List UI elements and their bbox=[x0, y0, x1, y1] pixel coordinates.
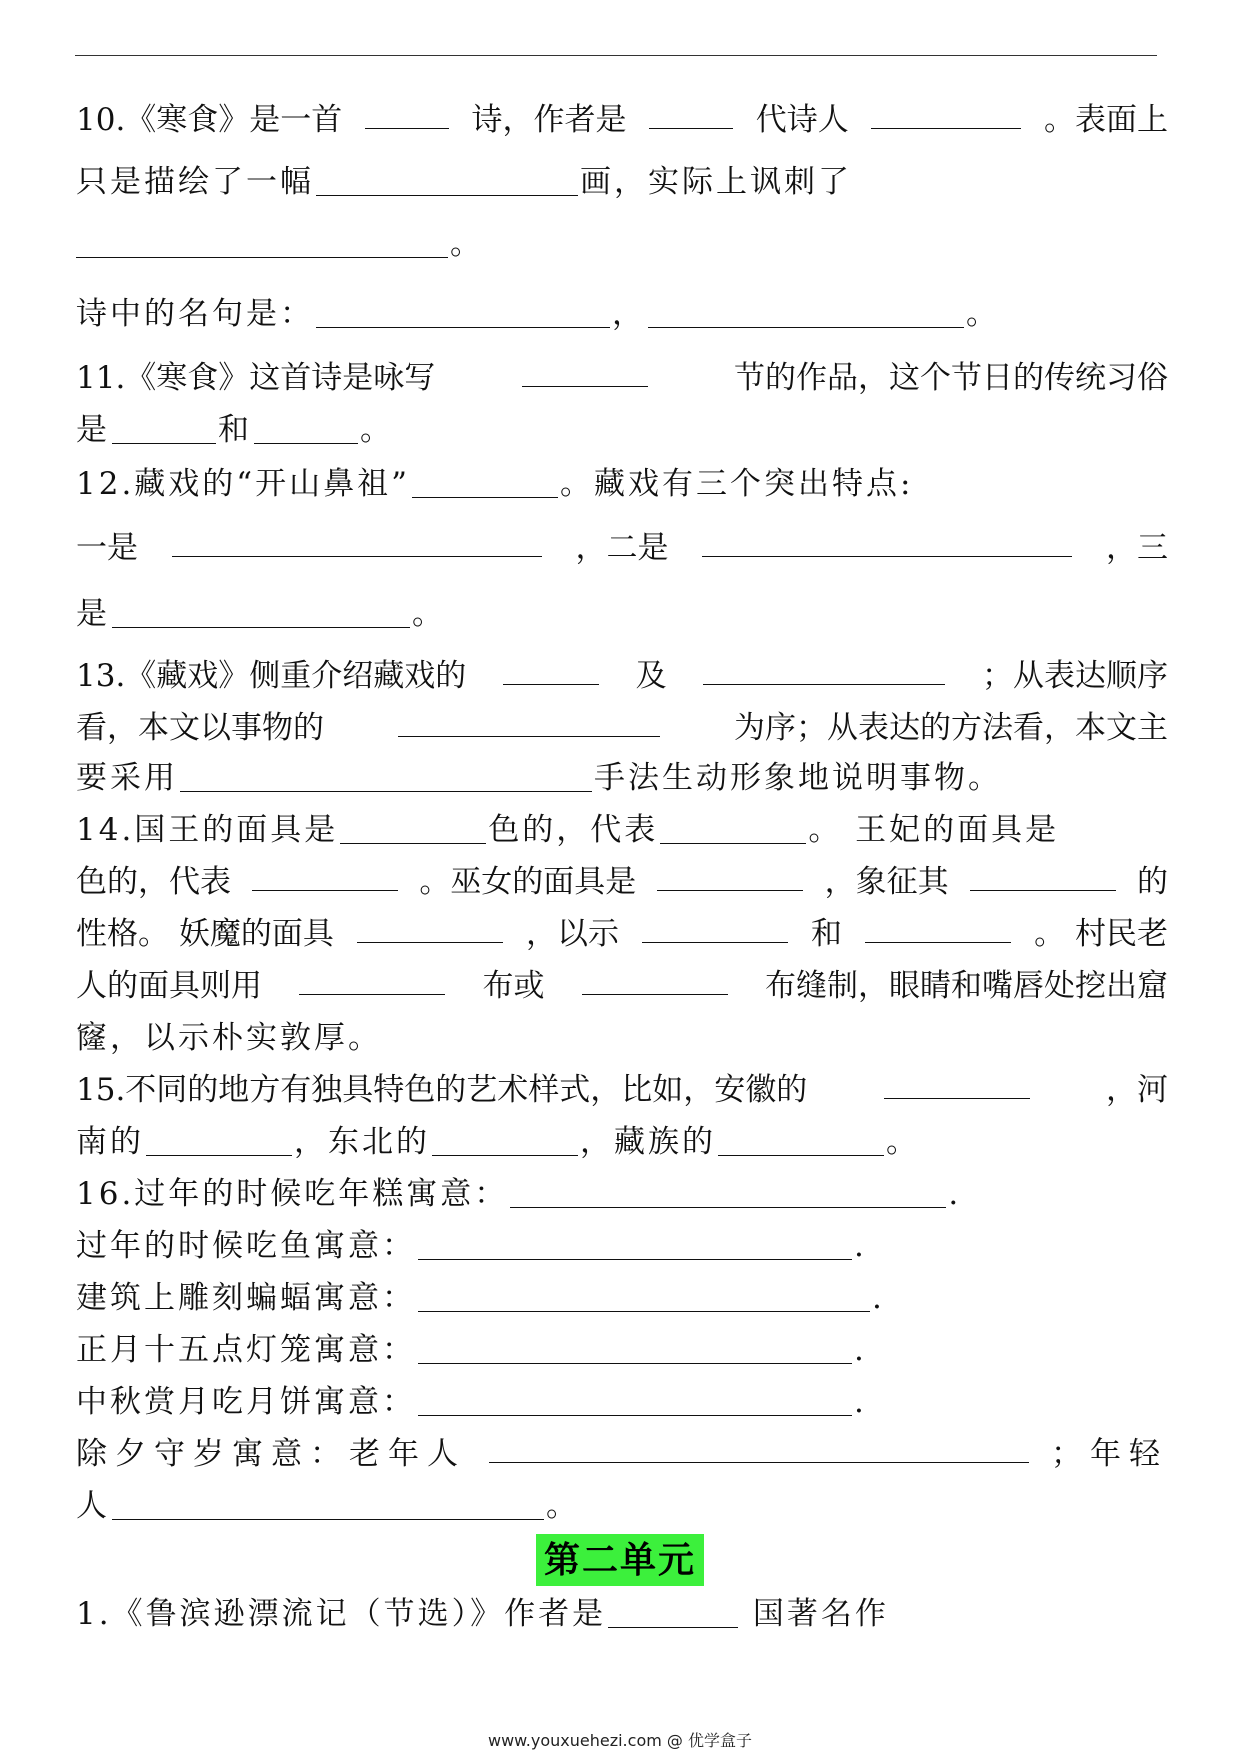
blank[interactable] bbox=[884, 1068, 1030, 1099]
q12-line-2 bbox=[76, 526, 1168, 570]
text: ，河 bbox=[1106, 1072, 1168, 1108]
blank[interactable] bbox=[316, 297, 610, 328]
q13-line-3 bbox=[76, 756, 1168, 800]
text: 。 bbox=[966, 296, 1000, 332]
text: 画，实际上讽刺了 bbox=[580, 164, 852, 200]
q14-line-1 bbox=[76, 808, 1168, 852]
blank[interactable] bbox=[146, 1125, 292, 1156]
text: 色的，代表 bbox=[488, 812, 659, 848]
text: 过年的时候吃鱼寓意： bbox=[76, 1228, 416, 1264]
blank[interactable] bbox=[432, 1125, 578, 1156]
q14-line-4 bbox=[76, 964, 1168, 1008]
text: 。巫女的面具是 bbox=[419, 864, 637, 900]
text: 的 bbox=[1136, 864, 1168, 900]
q13-line-1 bbox=[76, 654, 1168, 698]
text: 。藏戏有三个突出特点: bbox=[560, 466, 914, 502]
top-rule bbox=[75, 55, 1157, 56]
q15-line-2 bbox=[76, 1120, 1168, 1164]
blank[interactable] bbox=[340, 813, 486, 844]
text: . bbox=[948, 1176, 962, 1212]
blank[interactable] bbox=[172, 526, 542, 557]
blank[interactable] bbox=[418, 1281, 870, 1312]
blank[interactable] bbox=[871, 98, 1021, 129]
blank[interactable] bbox=[112, 597, 410, 628]
blank[interactable] bbox=[418, 1229, 852, 1260]
text: 看，本文以事物的 bbox=[76, 710, 324, 746]
q16-line-5 bbox=[76, 1380, 1168, 1424]
text: 16.过年的时候吃年糕寓意： bbox=[76, 1176, 509, 1212]
text: ；从表达顺序 bbox=[982, 658, 1168, 694]
text: 12.藏戏的“开山鼻祖” bbox=[76, 466, 410, 502]
blank[interactable] bbox=[503, 654, 599, 685]
text: 代诗人 bbox=[755, 102, 849, 138]
blank[interactable] bbox=[412, 467, 558, 498]
q16-line-7 bbox=[76, 1484, 1168, 1528]
blank[interactable] bbox=[180, 761, 592, 792]
q14-line-3 bbox=[76, 912, 1168, 956]
text: ， bbox=[612, 296, 646, 332]
text: 色的，代表 bbox=[76, 864, 231, 900]
blank[interactable] bbox=[299, 964, 445, 995]
text: 布缝制，眼睛和嘴唇处挖出窟 bbox=[765, 968, 1168, 1004]
text: 正月十五点灯笼寓意： bbox=[76, 1332, 416, 1368]
text: 是 bbox=[76, 596, 110, 632]
q10-line-4 bbox=[76, 292, 1168, 336]
text: 。 王妃的面具是 bbox=[808, 812, 1060, 848]
blank[interactable] bbox=[316, 165, 578, 196]
blank[interactable] bbox=[510, 1177, 946, 1208]
blank[interactable] bbox=[718, 1125, 884, 1156]
blank[interactable] bbox=[582, 964, 728, 995]
blank[interactable] bbox=[702, 526, 1072, 557]
text: 人 bbox=[76, 1488, 110, 1524]
text: . bbox=[854, 1384, 867, 1420]
text: ，以示 bbox=[525, 916, 619, 952]
text: . bbox=[854, 1332, 867, 1368]
blank[interactable] bbox=[608, 1597, 738, 1628]
text: 1.《鲁滨逊漂流记（节选）》作者是 bbox=[76, 1596, 607, 1632]
blank[interactable] bbox=[648, 297, 964, 328]
text: 。 bbox=[360, 412, 394, 448]
blank[interactable] bbox=[970, 860, 1116, 891]
blank[interactable] bbox=[365, 98, 449, 129]
blank[interactable] bbox=[642, 912, 788, 943]
unit-heading: 第二单元 bbox=[536, 1534, 704, 1586]
text: 14.国王的面具是 bbox=[76, 812, 339, 848]
text: . bbox=[854, 1228, 867, 1264]
text: 13.《藏戏》侧重介绍藏戏的 bbox=[76, 658, 467, 694]
text: 11.《寒食》这首诗是咏写 bbox=[76, 360, 436, 396]
text: 。表面上 bbox=[1043, 102, 1168, 138]
text: 。 bbox=[546, 1488, 580, 1524]
text: 要采用 bbox=[76, 760, 178, 796]
text: 只是描绘了一幅 bbox=[76, 164, 314, 200]
u2-q1-line bbox=[76, 1592, 1168, 1636]
blank[interactable] bbox=[649, 98, 733, 129]
blank[interactable] bbox=[522, 356, 648, 387]
blank[interactable] bbox=[489, 1432, 1029, 1463]
text: 及 bbox=[635, 658, 667, 694]
text: 。 bbox=[886, 1124, 920, 1160]
q16-line-1 bbox=[76, 1172, 1168, 1216]
q11-line-2 bbox=[76, 408, 1168, 452]
text: 和 bbox=[811, 916, 843, 952]
q16-line-6 bbox=[76, 1432, 1168, 1476]
q10-line-2 bbox=[76, 160, 1168, 204]
text: ，东北的 bbox=[294, 1124, 430, 1160]
text: 除夕守岁寓意：老年人 bbox=[76, 1436, 466, 1472]
blank[interactable] bbox=[660, 813, 806, 844]
blank[interactable] bbox=[112, 1489, 544, 1520]
text: 为序；从表达的方法看，本文主 bbox=[734, 710, 1168, 746]
q10-line-3 bbox=[74, 222, 1166, 266]
q12-line-1 bbox=[76, 462, 1168, 506]
q16-line-2 bbox=[76, 1224, 1168, 1268]
text: 和 bbox=[218, 412, 252, 448]
blank[interactable] bbox=[398, 706, 660, 737]
blank[interactable] bbox=[252, 860, 398, 891]
text: ，藏族的 bbox=[580, 1124, 716, 1160]
text: ；年轻 bbox=[1051, 1436, 1168, 1472]
text: 。 bbox=[412, 596, 446, 632]
text: 10.《寒食》是一首 bbox=[76, 102, 343, 138]
q12-line-3 bbox=[76, 592, 1168, 636]
text: 窿，以示朴实敦厚。 bbox=[76, 1020, 382, 1056]
blank[interactable] bbox=[112, 413, 216, 444]
text: ，二是 bbox=[575, 530, 669, 566]
text: 诗，作者是 bbox=[471, 102, 627, 138]
text: 一是 bbox=[76, 530, 138, 566]
blank[interactable] bbox=[418, 1385, 852, 1416]
text: 南的 bbox=[76, 1124, 144, 1160]
blank[interactable] bbox=[703, 654, 945, 685]
q10-line-1 bbox=[76, 98, 1168, 142]
text: 手法生动形象地说明事物。 bbox=[594, 760, 1002, 796]
text: 国著名作 bbox=[740, 1596, 889, 1632]
text: 。 bbox=[450, 226, 484, 262]
q16-line-3 bbox=[76, 1276, 1168, 1320]
text: 人的面具则用 bbox=[76, 968, 262, 1004]
text: 节的作品，这个节日的传统习俗 bbox=[734, 360, 1168, 396]
text: 布或 bbox=[482, 968, 545, 1004]
footer-watermark: www.youxuehezi.com @ 优学盒子 bbox=[488, 1731, 752, 1750]
text: . bbox=[872, 1280, 885, 1316]
blank[interactable] bbox=[254, 413, 358, 444]
text: ，三 bbox=[1106, 530, 1168, 566]
q16-line-4 bbox=[76, 1328, 1168, 1372]
text: 建筑上雕刻蝙蝠寓意： bbox=[76, 1280, 416, 1316]
text: 性格。 妖魔的面具 bbox=[76, 916, 334, 952]
text: 中秋赏月吃月饼寓意： bbox=[76, 1384, 416, 1420]
blank[interactable] bbox=[418, 1333, 852, 1364]
blank[interactable] bbox=[357, 912, 503, 943]
text: 诗中的名句是： bbox=[76, 296, 314, 332]
text: ，象征其 bbox=[824, 864, 949, 900]
blank[interactable] bbox=[76, 227, 448, 258]
q13-line-2 bbox=[76, 706, 1168, 750]
text: 15.不同的地方有独具特色的艺术样式，比如，安徽的 bbox=[76, 1072, 808, 1108]
blank[interactable] bbox=[657, 860, 803, 891]
text: 是 bbox=[76, 412, 110, 448]
q14-line-5 bbox=[76, 1016, 1168, 1060]
text: 。 村民老 bbox=[1034, 916, 1168, 952]
q11-line-1 bbox=[76, 356, 1168, 400]
q14-line-2 bbox=[76, 860, 1168, 904]
q15-line-1 bbox=[76, 1068, 1168, 1112]
blank[interactable] bbox=[865, 912, 1011, 943]
